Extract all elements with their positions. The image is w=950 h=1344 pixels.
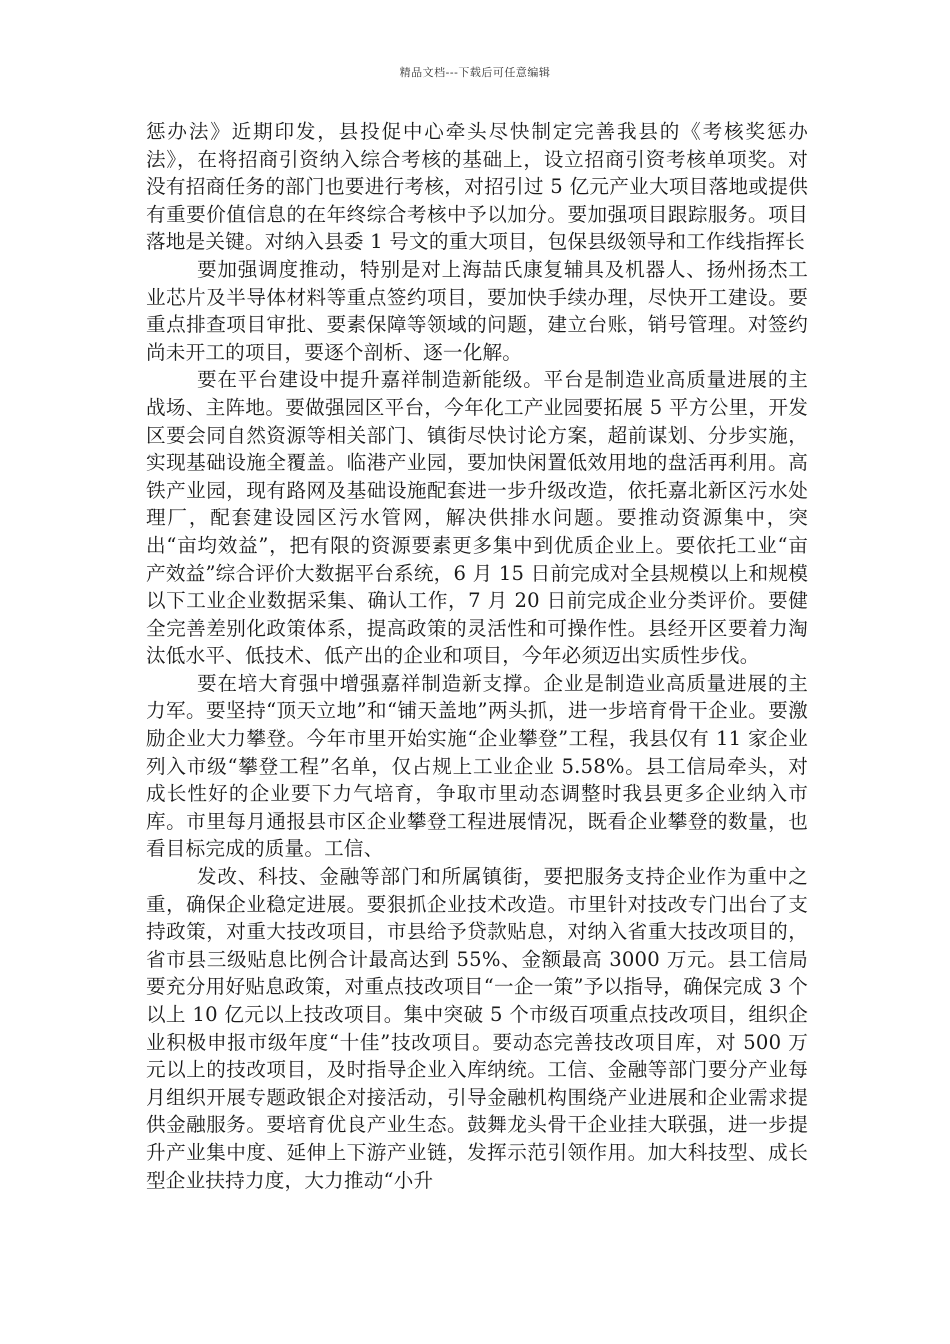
paragraph-3: 要在平台建设中提升嘉祥制造新能级。平台是制造业高质量进展的主战场、主阵地。要做强园区平台，今年化工产业园要拓展 5 平方公里，开发区要会同自然资源等相关部门、镇街尽快讨论方案，超前谋划、分步实施，实现基础设施全覆盖。临港产业园，要加快闲置低效用地的盘活再利用。高铁产业园，现有路网及基础设施配套进一步升级改造，依托嘉北新区污水处理厂，配套建设园区污水管网，解决供排水问题。要推动资源集中，突出“亩均效益”，把有限的资源要素更多集中到优质企业上。要依托工业“亩产效益”综合评价大数据平台系统，6 月 15 日前完成对全县规模以上和规模以下工业企业数据采集、确认工作，7 月 20 日前完成企业分类评价。要健全完善差别化政策体系，提高政策的灵活性和可操作性。县经开区要着力淘汰低水平、低技术、低产出的企业和项目，今年必须迈出实质性步伐。 (146, 368, 808, 668)
page-header: 精品文档---下载后可任意编辑 (399, 66, 551, 79)
paragraph-4: 要在培大育强中增强嘉祥制造新支撑。企业是制造业高质量进展的主力军。要坚持“顶天立地”和“铺天盖地”两头抓，进一步培育骨干企业。要激励企业大力攀登。今年市里开始实施“企业攀登”工程，我县仅有 11 家企业列入市级“攀登工程”名单，仅占规上工业企业 5.58%。县工信局牵头，对成长性好的企业要下力气培育，争取市里动态调整时我县更多企业纳入市库。市里每月通报县市区企业攀登工程进展情况，既看企业攀登的数量，也看目标完成的质量。工信、 (146, 671, 808, 861)
paragraph-1: 惩办法》近期印发，县投促中心牵头尽快制定完善我县的《考核奖惩办法》，在将招商引资纳入综合考核的基础上，设立招商引资考核单项奖。对没有招商任务的部门也要进行考核，对招引过 5 亿元产业大项目落地或提供有重要价值信息的在年终综合考核中予以加分。要加强项目跟踪服务。项目落地是关键。对纳入县委 1 号文的重大项目，包保县级领导和工作线指挥长 (146, 120, 808, 254)
document-body (146, 118, 808, 1194)
paragraph-5: 发改、科技、金融等部门和所属镇街，要把服务支持企业作为重中之重，确保企业稳定进展。要狠抓企业技术改造。市里针对技改专门出台了支持政策，对重大技改项目，市县给予贷款贴息，对纳入省重大技改项目的，省市县三级贴息比例合计最高达到 55%、金额最高 3000 万元。县工信局要充分用好贴息政策，对重点技改项目“一企一策”予以指导，确保完成 3 个以上 10 亿元以上技改项目。集中突破 5 个市级百项重点技改项目，组织企业积极申报市级年度“十佳”技改项目。要动态完善技改项目库，对 500 万元以上的技改项目，及时指导企业入库纳统。工信、金融等部门要分产业每月组织开展专题政银企对接活动，引导金融机构围绕产业进展和企业需求提供金融服务。要培育优良产业生态。鼓舞龙头骨干企业挂大联强，进一步提升产业集中度、延伸上下游产业链，发挥示范引领作用。加大科技型、成长型企业扶持力度，大力推动“小升 (146, 865, 808, 1192)
paragraph-2: 要加强调度推动，特别是对上海喆氏康复辅具及机器人、扬州扬杰工业芯片及半导体材料等重点签约项目，要加快手续办理，尽快开工建设。要重点排查项目审批、要素保障等领域的问题，建立台账，销号管理。对签约尚未开工的项目，要逐个剖析、逐一化解。 (146, 257, 808, 364)
